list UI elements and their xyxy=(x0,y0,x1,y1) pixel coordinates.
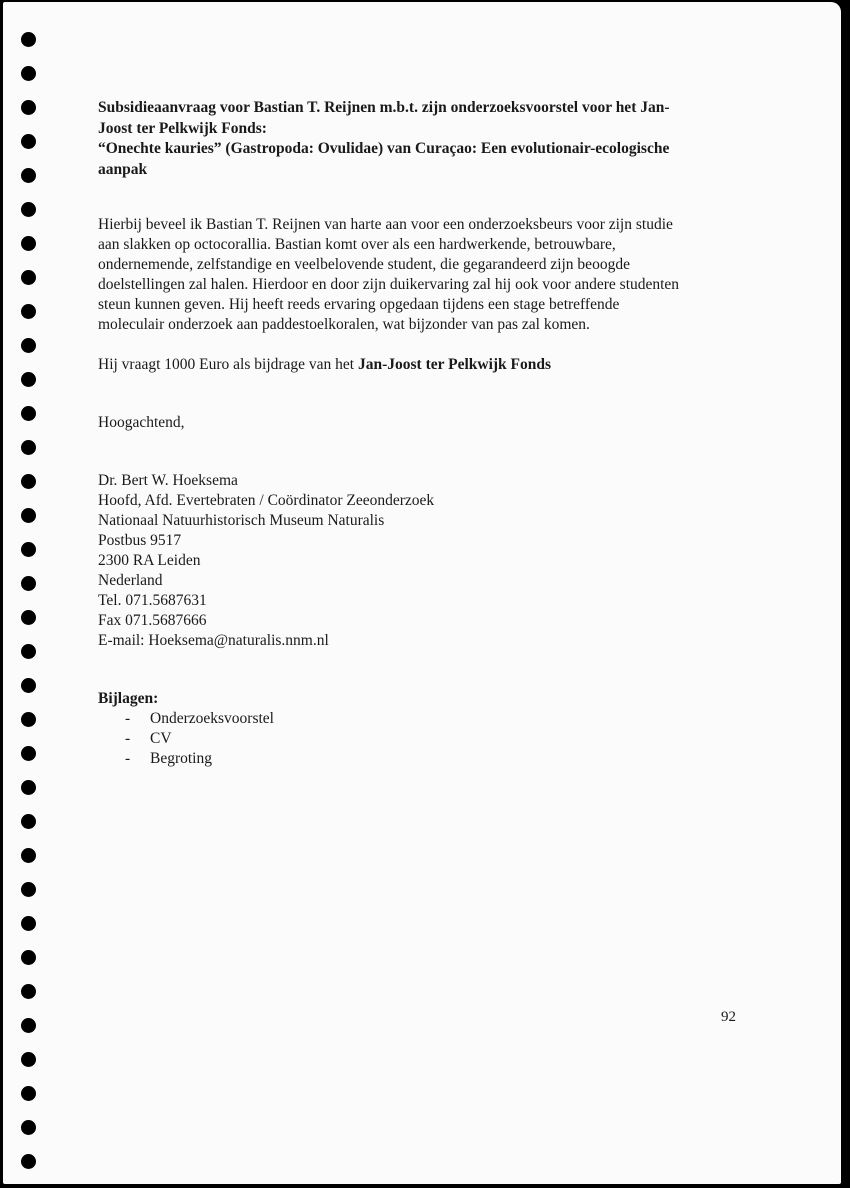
binding-hole xyxy=(21,338,36,353)
postbus: Postbus 9517 xyxy=(98,532,182,549)
body-line: doelstellingen zal halen. Hierdoor en door zijn duikervaring zal hij ook voor andere studenten xyxy=(98,276,680,293)
binding-hole xyxy=(21,32,36,47)
body-line: aan slakken op octocorallia. Bastian komt over als een hardwerkende, betrouwbare, xyxy=(98,236,616,253)
binding-hole xyxy=(21,678,36,693)
binding-hole xyxy=(21,440,36,455)
enclosures-heading: Bijlagen: xyxy=(98,690,159,707)
body-line: steun kunnen geven. Hij heeft reeds ervaring opgedaan tijdens een stage betreffende xyxy=(98,296,620,313)
binding-hole xyxy=(21,406,36,421)
binding-hole xyxy=(21,100,36,115)
binding-hole xyxy=(21,882,36,897)
binding-hole xyxy=(21,746,36,761)
body-line: Hierbij beveel ik Bastian T. Reijnen van harte aan voor een onderzoeksbeurs voor zijn studie xyxy=(98,216,673,233)
binding-hole xyxy=(21,1154,36,1169)
signatory-name: Dr. Bert W. Hoeksema xyxy=(98,472,238,489)
binding-hole xyxy=(21,304,36,319)
telephone: Tel. 071.5687631 xyxy=(98,592,207,609)
funding-request xyxy=(98,355,738,375)
title-line: Joost ter Pelkwijk Fonds: xyxy=(98,119,267,137)
binding-hole xyxy=(21,984,36,999)
country: Nederland xyxy=(98,572,163,589)
enclosure-item: - Begroting xyxy=(98,749,738,769)
binding-hole xyxy=(21,508,36,523)
binding-hole xyxy=(21,202,36,217)
binding-hole xyxy=(21,576,36,591)
binding-hole xyxy=(21,780,36,795)
signature-block xyxy=(98,471,738,651)
binding-hole xyxy=(21,474,36,489)
email: E-mail: Hoeksema@naturalis.nnm.nl xyxy=(98,632,329,649)
binding-hole xyxy=(21,1018,36,1033)
binding-hole xyxy=(21,610,36,625)
body-line: ondernemende, zelfstandige en veelbelovende student, die gegarandeerd zijn beoogde xyxy=(98,256,630,273)
title-line: Subsidieaanvraag voor Bastian T. Reijnen m.b.t. zijn onderzoeksvoorstel voor het Jan- xyxy=(98,99,670,116)
enclosure-item: - Onderzoeksvoorstel xyxy=(98,709,738,729)
binding-hole xyxy=(21,814,36,829)
letter-content xyxy=(98,98,738,769)
body-line: moleculair onderzoek aan paddestoelkoralen, wat bijzonder van pas zal komen. xyxy=(98,316,590,333)
binding-hole xyxy=(21,916,36,931)
binding-hole xyxy=(21,848,36,863)
letter-title xyxy=(98,98,738,180)
fax: Fax 071.5687666 xyxy=(98,612,207,629)
closing: Hoogachtend, xyxy=(98,414,185,431)
binding-hole xyxy=(21,372,36,387)
title-line: “Onechte kauries” (Gastropoda: Ovulidae) van Curaçao: Een evolutionair-ecologische xyxy=(98,140,670,157)
recommendation-paragraph xyxy=(98,215,738,335)
city: 2300 RA Leiden xyxy=(98,552,201,569)
binding-hole xyxy=(21,236,36,251)
page-number: 92 xyxy=(721,1009,736,1025)
binding-hole xyxy=(21,66,36,81)
binding-hole xyxy=(21,1052,36,1067)
binding-hole xyxy=(21,134,36,149)
binding-hole xyxy=(21,270,36,285)
fund-name: Jan-Joost ter Pelkwijk Fonds xyxy=(357,356,552,373)
binding-hole xyxy=(21,542,36,557)
enclosures-list xyxy=(98,709,738,769)
binding-hole xyxy=(21,712,36,727)
document-page xyxy=(3,2,841,1184)
binding-hole xyxy=(21,1086,36,1101)
institution: Nationaal Natuurhistorisch Museum Naturalis xyxy=(98,512,385,529)
signatory-position: Hoofd, Afd. Evertebraten / Coördinator Zeeonderzoek xyxy=(98,492,435,509)
request-text: Hij vraagt 1000 Euro als bijdrage van het xyxy=(98,356,358,373)
title-line: aanpak xyxy=(98,160,148,178)
binding-hole xyxy=(21,1120,36,1135)
binding-hole xyxy=(21,644,36,659)
binding-hole xyxy=(21,950,36,965)
binding-hole xyxy=(21,168,36,183)
enclosure-item: - CV xyxy=(98,729,738,749)
